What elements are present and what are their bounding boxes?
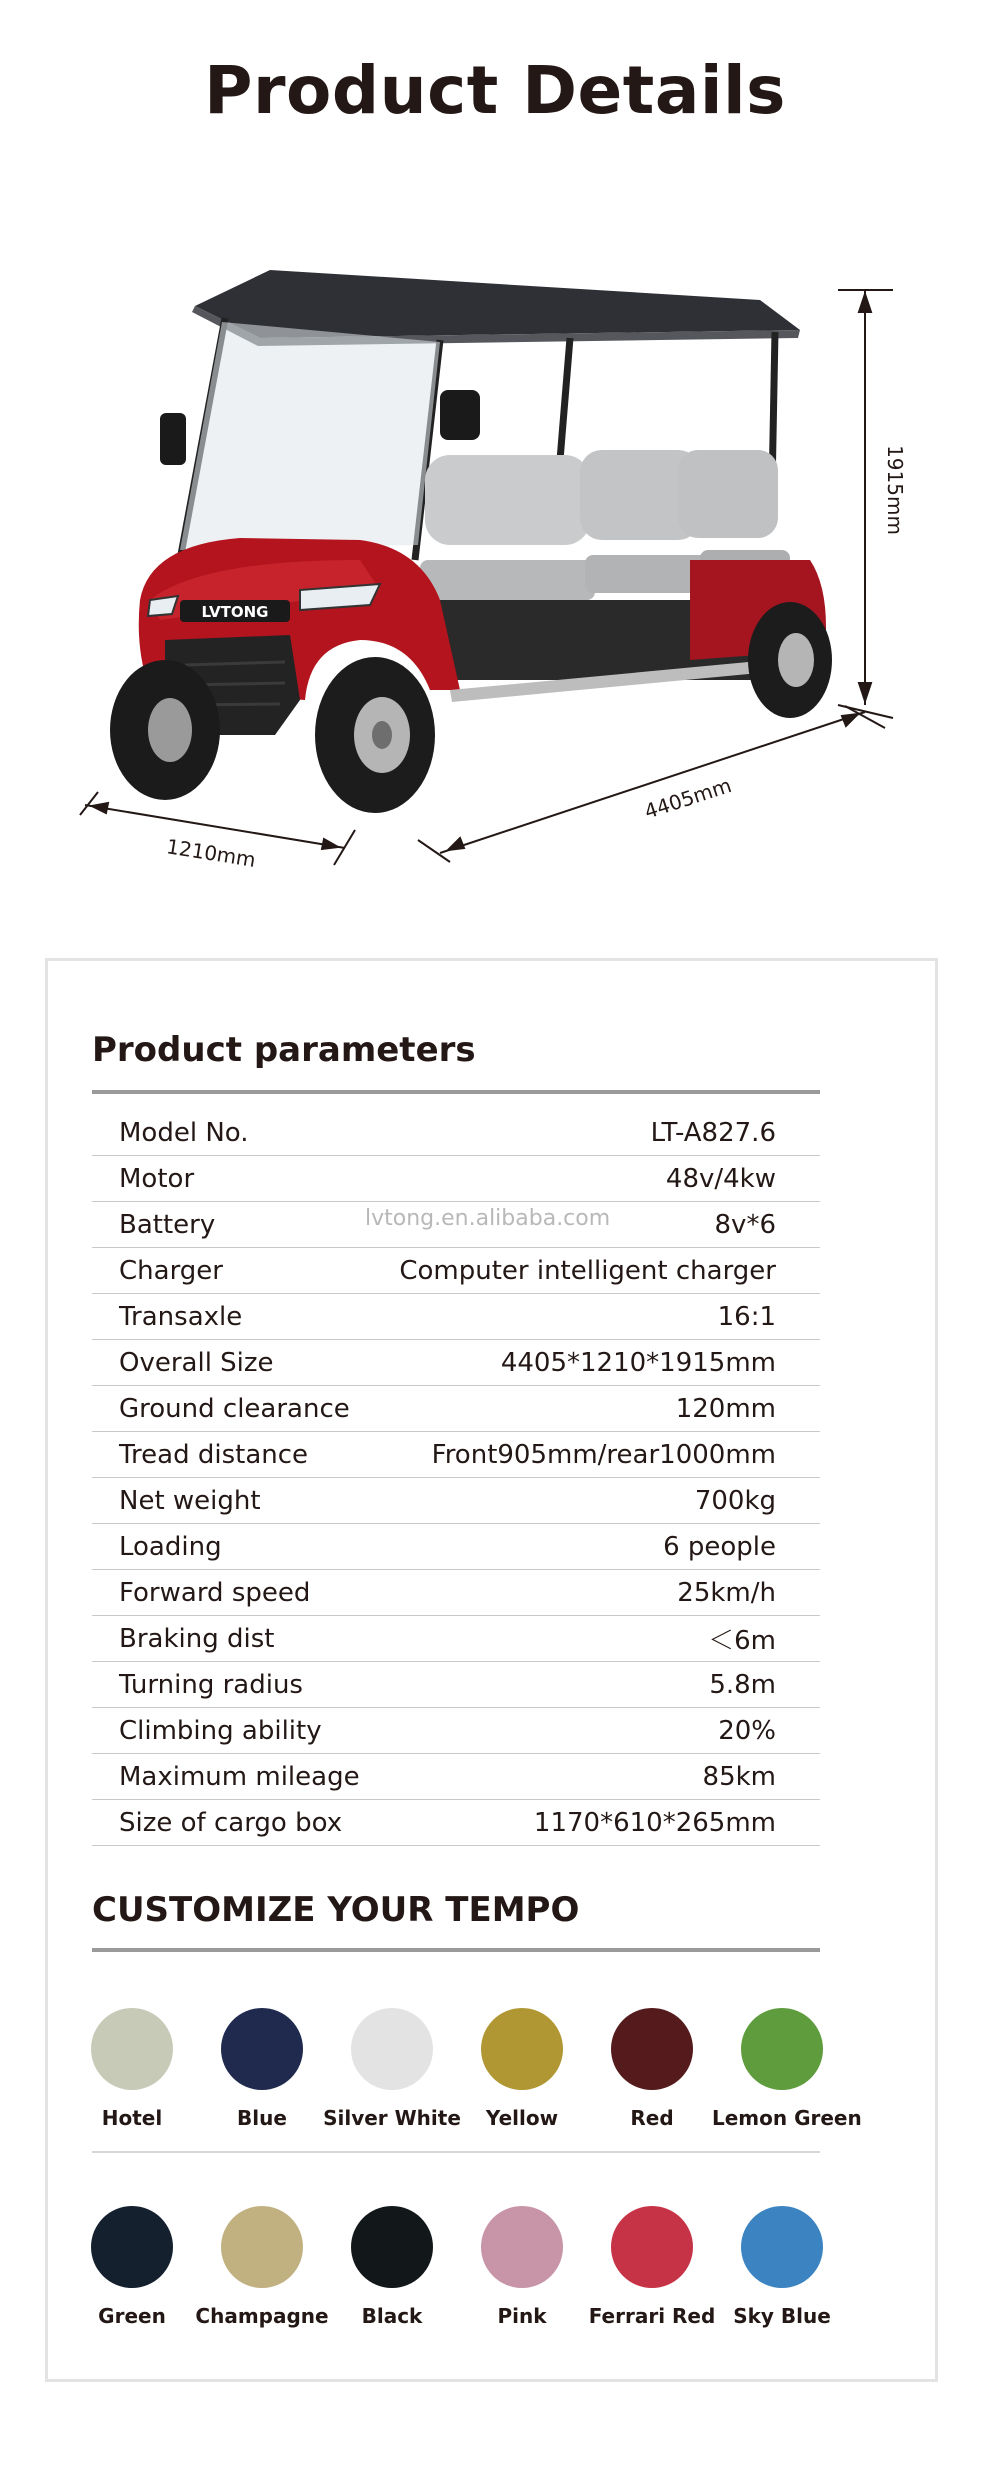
color-label: Ferrari Red [588,2304,716,2328]
spec-row [92,1478,820,1524]
spec-value: 6 people [663,1531,776,1562]
color-swatch[interactable] [62,2206,202,2328]
spec-row [92,1662,820,1708]
spec-label: Net weight [119,1485,261,1516]
parameters-heading: Product parameters [92,1030,476,1070]
parameters-rule [92,1090,820,1094]
color-label: Lemon Green [712,2106,862,2130]
color-swatch[interactable] [192,2008,332,2130]
color-label: Sky Blue [733,2304,831,2328]
color-label: Red [630,2106,674,2130]
spec-row [92,1524,820,1570]
length-dimension-line [440,712,865,853]
spec-label: Braking dist [119,1623,275,1654]
spec-row [92,1800,820,1846]
spec-label: Model No. [119,1117,249,1148]
golf-cart-image [60,250,930,900]
spec-label: Tread distance [119,1439,309,1470]
spec-label: Overall Size [119,1347,274,1378]
spec-value: 4405*1210*1915mm [500,1347,776,1378]
customize-heading: CUSTOMIZE YOUR TEMPO [92,1890,580,1930]
spec-value: Computer intelligent charger [399,1255,776,1286]
length-label: 4405mm [641,773,735,824]
color-swatch[interactable] [62,2008,202,2130]
color-divider [92,2151,820,2153]
spec-label: Transaxle [119,1301,243,1332]
spec-value: 25km/h [677,1577,776,1608]
width-label: 1210mm [164,834,258,872]
spec-row [92,1340,820,1386]
color-circle[interactable] [481,2008,563,2090]
spec-label: Maximum mileage [119,1761,360,1792]
spec-value: 8v*6 [714,1209,776,1240]
customize-rule [92,1948,820,1952]
color-label: Hotel [101,2106,163,2130]
spec-row [92,1616,820,1662]
color-label: Silver White [323,2106,461,2130]
spec-value: LT-A827.6 [650,1117,776,1148]
color-swatch[interactable] [322,2206,462,2328]
color-row-1 [92,2008,892,2128]
spec-row [92,1708,820,1754]
color-swatch[interactable] [322,2008,462,2130]
page-title: Product Details [204,52,786,129]
color-swatch[interactable] [712,2008,862,2130]
front-left-wheel [110,660,220,800]
color-label: Yellow [485,2106,559,2130]
spec-row [92,1294,820,1340]
front-right-wheel [315,657,435,813]
left-mirror [160,413,186,465]
color-label: Green [98,2304,166,2328]
spec-row [92,1570,820,1616]
color-swatch[interactable] [582,2206,722,2328]
color-circle[interactable] [351,2206,433,2288]
color-circle[interactable] [741,2008,823,2090]
color-circle[interactable] [221,2008,303,2090]
color-circle[interactable] [351,2008,433,2090]
color-label: Pink [497,2304,547,2328]
color-row-2 [92,2206,892,2326]
color-swatch[interactable] [712,2206,852,2328]
watermark: lvtong.en.alibaba.com [365,1206,611,1231]
spec-value: 16:1 [717,1301,776,1332]
spec-label: Forward speed [119,1577,311,1608]
spec-value: 120mm [675,1393,776,1424]
brand-badge: LVTONG [201,603,269,621]
color-circle[interactable] [611,2008,693,2090]
spec-value: 700kg [694,1485,776,1516]
spec-row [92,1156,820,1202]
spec-row [92,1432,820,1478]
color-circle[interactable] [91,2206,173,2288]
spec-label: Turning radius [119,1669,303,1700]
color-label: Blue [237,2106,287,2130]
color-label: Black [361,2304,423,2328]
spec-value: 5.8m [709,1669,776,1700]
color-label: Champagne [195,2304,329,2328]
spec-row [92,1110,820,1156]
spec-row [92,1754,820,1800]
spec-label: Loading [119,1531,222,1562]
spec-label: Charger [119,1255,223,1286]
spec-label: Size of cargo box [119,1807,343,1838]
spec-label: Ground clearance [119,1393,350,1424]
color-circle[interactable] [221,2206,303,2288]
spec-label: Climbing ability [119,1715,322,1746]
spec-row [92,1248,820,1294]
color-swatch[interactable] [192,2206,332,2328]
color-swatch[interactable] [452,2008,592,2130]
color-circle[interactable] [741,2206,823,2288]
color-swatch[interactable] [452,2206,592,2328]
spec-value: 85km [702,1761,776,1792]
color-swatch[interactable] [582,2008,722,2130]
spec-value: ＜6m [708,1626,776,1656]
color-circle[interactable] [611,2206,693,2288]
spec-label: Motor [119,1163,195,1194]
height-label: 1915mm [883,445,907,535]
spec-label: Battery [119,1209,216,1240]
spec-value: 1170*610*265mm [533,1807,776,1838]
color-circle[interactable] [91,2008,173,2090]
color-circle[interactable] [481,2206,563,2288]
right-mirror [440,390,480,440]
rear-wheel [748,602,832,718]
spec-value: 20% [718,1715,776,1746]
spec-row [92,1386,820,1432]
spec-value: 48v/4kw [665,1163,776,1194]
spec-value: Front905mm/rear1000mm [431,1439,776,1470]
